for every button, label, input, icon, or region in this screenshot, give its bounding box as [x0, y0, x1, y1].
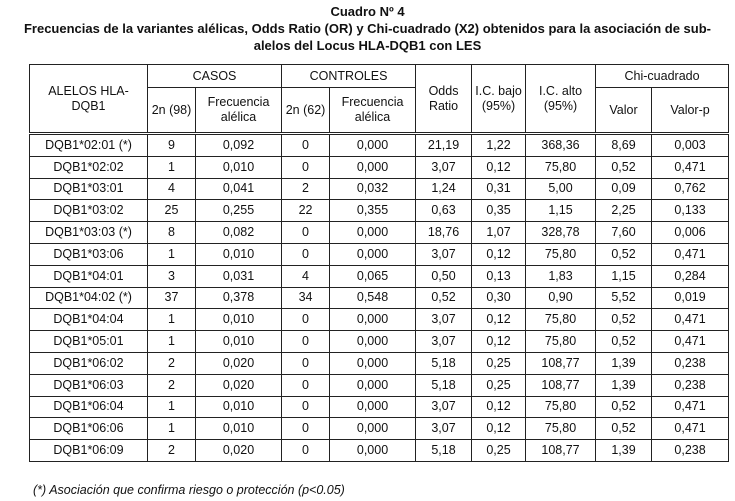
cell-alelo: DQB1*02:02 [30, 156, 148, 178]
cell-alelo: DQB1*06:09 [30, 440, 148, 462]
cell-casos-frecuencia: 0,378 [196, 287, 282, 309]
cell-controles-2n: 4 [282, 265, 330, 287]
cell-odds-ratio: 3,07 [416, 418, 472, 440]
cell-casos-frecuencia: 0,010 [196, 156, 282, 178]
cell-casos-2n: 1 [148, 309, 196, 331]
cell-ic-bajo: 1,22 [472, 134, 526, 157]
footnote: (*) Asociación que confirma riesgo o protección (p<0.05) [33, 483, 345, 497]
cell-chi-valor-p: 0,471 [652, 309, 729, 331]
cell-casos-2n: 4 [148, 178, 196, 200]
header-valor-p: Valor-p [652, 88, 729, 134]
cell-casos-2n: 1 [148, 243, 196, 265]
allele-frequency-table [29, 64, 729, 462]
cell-casos-frecuencia: 0,020 [196, 374, 282, 396]
cell-odds-ratio: 3,07 [416, 309, 472, 331]
cell-alelo: DQB1*04:04 [30, 309, 148, 331]
cell-ic-bajo: 0,25 [472, 440, 526, 462]
cell-ic-alto: 108,77 [526, 440, 596, 462]
cell-ic-alto: 5,00 [526, 178, 596, 200]
cell-casos-frecuencia: 0,010 [196, 418, 282, 440]
table-row [30, 200, 729, 222]
header-casos: CASOS [148, 65, 282, 88]
cell-casos-2n: 1 [148, 396, 196, 418]
table-caption [0, 3, 735, 54]
table-row [30, 134, 729, 157]
header-valor: Valor [596, 88, 652, 134]
cell-chi-valor-p: 0,471 [652, 331, 729, 353]
cell-controles-frecuencia: 0,000 [330, 374, 416, 396]
cell-controles-2n: 34 [282, 287, 330, 309]
cell-ic-bajo: 0,12 [472, 243, 526, 265]
cell-ic-bajo: 0,12 [472, 309, 526, 331]
cell-controles-2n: 0 [282, 352, 330, 374]
cell-chi-valor: 7,60 [596, 222, 652, 244]
table-row [30, 222, 729, 244]
table-row [30, 156, 729, 178]
cell-casos-frecuencia: 0,255 [196, 200, 282, 222]
cell-odds-ratio: 3,07 [416, 156, 472, 178]
cell-ic-alto: 108,77 [526, 352, 596, 374]
cell-ic-bajo: 0,30 [472, 287, 526, 309]
cell-ic-alto: 0,90 [526, 287, 596, 309]
cell-controles-frecuencia: 0,032 [330, 178, 416, 200]
cell-alelo: DQB1*06:02 [30, 352, 148, 374]
cell-ic-bajo: 0,13 [472, 265, 526, 287]
cell-controles-2n: 0 [282, 331, 330, 353]
cell-alelo: DQB1*03:01 [30, 178, 148, 200]
cell-odds-ratio: 5,18 [416, 374, 472, 396]
cell-chi-valor-p: 0,133 [652, 200, 729, 222]
header-alelos: ALELOS HLA-DQB1 [30, 65, 148, 134]
cell-chi-valor-p: 0,471 [652, 156, 729, 178]
cell-odds-ratio: 1,24 [416, 178, 472, 200]
header-chi-cuadrado: Chi-cuadrado [596, 65, 729, 88]
cell-alelo: DQB1*06:04 [30, 396, 148, 418]
cell-ic-alto: 108,77 [526, 374, 596, 396]
cell-casos-2n: 9 [148, 134, 196, 157]
table-row [30, 178, 729, 200]
cell-odds-ratio: 5,18 [416, 440, 472, 462]
cell-casos-frecuencia: 0,010 [196, 243, 282, 265]
cell-chi-valor: 0,52 [596, 396, 652, 418]
cell-chi-valor: 1,39 [596, 352, 652, 374]
cell-controles-frecuencia: 0,000 [330, 396, 416, 418]
cell-ic-alto: 1,15 [526, 200, 596, 222]
cell-odds-ratio: 3,07 [416, 331, 472, 353]
header-controles: CONTROLES [282, 65, 416, 88]
cell-chi-valor: 5,52 [596, 287, 652, 309]
cell-casos-2n: 1 [148, 156, 196, 178]
cell-alelo: DQB1*03:03 (*) [30, 222, 148, 244]
table-row [30, 440, 729, 462]
header-casos-2n: 2n (98) [148, 88, 196, 134]
cell-alelo: DQB1*04:01 [30, 265, 148, 287]
cell-chi-valor-p: 0,238 [652, 374, 729, 396]
cell-casos-frecuencia: 0,010 [196, 331, 282, 353]
cell-controles-2n: 0 [282, 156, 330, 178]
cell-alelo: DQB1*06:06 [30, 418, 148, 440]
cell-chi-valor: 1,15 [596, 265, 652, 287]
cell-ic-alto: 75,80 [526, 309, 596, 331]
cell-alelo: DQB1*04:02 (*) [30, 287, 148, 309]
cell-ic-alto: 75,80 [526, 396, 596, 418]
cell-ic-alto: 75,80 [526, 156, 596, 178]
cell-ic-alto: 328,78 [526, 222, 596, 244]
cell-ic-alto: 75,80 [526, 331, 596, 353]
cell-chi-valor: 8,69 [596, 134, 652, 157]
cell-controles-frecuencia: 0,000 [330, 352, 416, 374]
cell-ic-bajo: 1,07 [472, 222, 526, 244]
cell-casos-2n: 37 [148, 287, 196, 309]
cell-casos-2n: 25 [148, 200, 196, 222]
header-odds-ratio: Odds Ratio [416, 65, 472, 134]
table-body [30, 134, 729, 462]
cell-ic-bajo: 0,35 [472, 200, 526, 222]
cell-chi-valor: 0,52 [596, 309, 652, 331]
cell-casos-frecuencia: 0,020 [196, 440, 282, 462]
cell-chi-valor-p: 0,003 [652, 134, 729, 157]
table-row [30, 374, 729, 396]
cell-odds-ratio: 5,18 [416, 352, 472, 374]
cell-chi-valor-p: 0,238 [652, 352, 729, 374]
cell-chi-valor: 0,52 [596, 156, 652, 178]
cell-casos-2n: 3 [148, 265, 196, 287]
cell-odds-ratio: 0,50 [416, 265, 472, 287]
cell-ic-bajo: 0,25 [472, 352, 526, 374]
table-row [30, 418, 729, 440]
cell-controles-2n: 22 [282, 200, 330, 222]
cell-casos-frecuencia: 0,041 [196, 178, 282, 200]
cell-chi-valor: 0,52 [596, 418, 652, 440]
cell-controles-frecuencia: 0,548 [330, 287, 416, 309]
table-row [30, 309, 729, 331]
caption-title: Frecuencias de la variantes alélicas, Odds Ratio (OR) y Chi-cuadrado (X2) obtenidos para la asociación de sub-alelos del Locus HLA-DQB1 con LES [23, 21, 712, 53]
cell-ic-bajo: 0,25 [472, 374, 526, 396]
cell-chi-valor-p: 0,471 [652, 243, 729, 265]
cell-alelo: DQB1*02:01 (*) [30, 134, 148, 157]
cell-chi-valor-p: 0,284 [652, 265, 729, 287]
cell-ic-bajo: 0,12 [472, 156, 526, 178]
cell-odds-ratio: 21,19 [416, 134, 472, 157]
cell-casos-frecuencia: 0,082 [196, 222, 282, 244]
cell-controles-2n: 0 [282, 374, 330, 396]
cell-casos-frecuencia: 0,031 [196, 265, 282, 287]
cell-ic-bajo: 0,31 [472, 178, 526, 200]
table-row [30, 243, 729, 265]
table-row [30, 265, 729, 287]
cell-controles-frecuencia: 0,000 [330, 134, 416, 157]
cell-controles-2n: 0 [282, 396, 330, 418]
cell-odds-ratio: 3,07 [416, 243, 472, 265]
cell-odds-ratio: 18,76 [416, 222, 472, 244]
cell-alelo: DQB1*05:01 [30, 331, 148, 353]
table-row [30, 287, 729, 309]
caption-number: Cuadro Nº 4 [330, 4, 405, 19]
cell-chi-valor: 0,52 [596, 243, 652, 265]
cell-ic-alto: 368,36 [526, 134, 596, 157]
cell-chi-valor-p: 0,238 [652, 440, 729, 462]
cell-odds-ratio: 0,52 [416, 287, 472, 309]
cell-casos-2n: 1 [148, 331, 196, 353]
cell-ic-bajo: 0,12 [472, 396, 526, 418]
cell-casos-2n: 2 [148, 352, 196, 374]
cell-controles-2n: 0 [282, 418, 330, 440]
cell-casos-frecuencia: 0,010 [196, 309, 282, 331]
cell-ic-bajo: 0,12 [472, 418, 526, 440]
cell-chi-valor-p: 0,019 [652, 287, 729, 309]
cell-controles-2n: 0 [282, 222, 330, 244]
cell-chi-valor-p: 0,006 [652, 222, 729, 244]
cell-controles-2n: 2 [282, 178, 330, 200]
cell-controles-frecuencia: 0,000 [330, 309, 416, 331]
cell-ic-alto: 75,80 [526, 418, 596, 440]
cell-ic-alto: 75,80 [526, 243, 596, 265]
cell-controles-frecuencia: 0,355 [330, 200, 416, 222]
cell-controles-2n: 0 [282, 440, 330, 462]
cell-chi-valor: 0,09 [596, 178, 652, 200]
cell-controles-frecuencia: 0,000 [330, 222, 416, 244]
cell-casos-2n: 2 [148, 440, 196, 462]
cell-alelo: DQB1*03:06 [30, 243, 148, 265]
header-controles-frecuencia: Frecuencia alélica [330, 88, 416, 134]
cell-alelo: DQB1*03:02 [30, 200, 148, 222]
table-row [30, 352, 729, 374]
table-row [30, 396, 729, 418]
cell-controles-2n: 0 [282, 309, 330, 331]
cell-casos-2n: 2 [148, 374, 196, 396]
cell-chi-valor: 1,39 [596, 374, 652, 396]
header-ic-bajo: I.C. bajo (95%) [472, 65, 526, 134]
cell-controles-frecuencia: 0,000 [330, 440, 416, 462]
cell-chi-valor: 0,52 [596, 331, 652, 353]
cell-controles-2n: 0 [282, 134, 330, 157]
cell-alelo: DQB1*06:03 [30, 374, 148, 396]
cell-controles-frecuencia: 0,000 [330, 331, 416, 353]
cell-chi-valor-p: 0,762 [652, 178, 729, 200]
cell-casos-frecuencia: 0,092 [196, 134, 282, 157]
cell-chi-valor: 2,25 [596, 200, 652, 222]
cell-casos-2n: 1 [148, 418, 196, 440]
cell-controles-frecuencia: 0,000 [330, 156, 416, 178]
cell-ic-alto: 1,83 [526, 265, 596, 287]
cell-chi-valor: 1,39 [596, 440, 652, 462]
cell-casos-2n: 8 [148, 222, 196, 244]
cell-casos-frecuencia: 0,020 [196, 352, 282, 374]
cell-controles-2n: 0 [282, 243, 330, 265]
cell-controles-frecuencia: 0,000 [330, 418, 416, 440]
cell-odds-ratio: 0,63 [416, 200, 472, 222]
header-ic-alto: I.C. alto (95%) [526, 65, 596, 134]
cell-odds-ratio: 3,07 [416, 396, 472, 418]
cell-controles-frecuencia: 0,065 [330, 265, 416, 287]
table-row [30, 331, 729, 353]
cell-controles-frecuencia: 0,000 [330, 243, 416, 265]
header-controles-2n: 2n (62) [282, 88, 330, 134]
cell-ic-bajo: 0,12 [472, 331, 526, 353]
cell-casos-frecuencia: 0,010 [196, 396, 282, 418]
cell-chi-valor-p: 0,471 [652, 418, 729, 440]
cell-chi-valor-p: 0,471 [652, 396, 729, 418]
header-casos-frecuencia: Frecuencia alélica [196, 88, 282, 134]
